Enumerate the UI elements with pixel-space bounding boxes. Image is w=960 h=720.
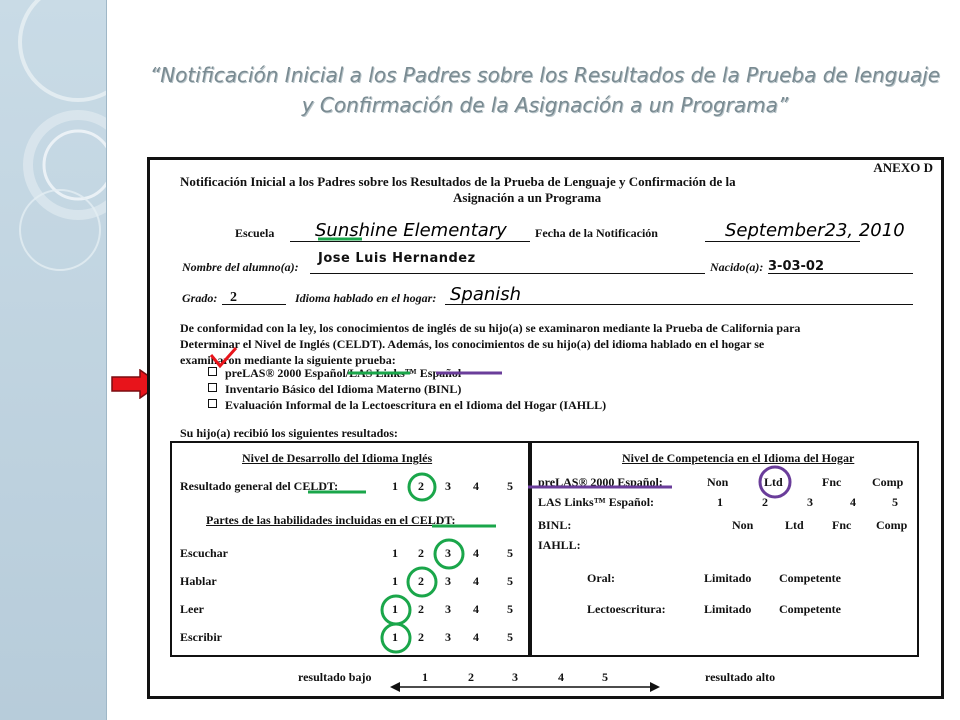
form-heading-line-1: Notificación Inicial a los Padres sobre los Resultados de la Prueba de Lenguaje y Confirmación de la: [180, 174, 736, 189]
skill-score-3: 3: [445, 630, 451, 644]
bottom-scale-value-2: 2: [468, 670, 474, 684]
celdt-overall-score-2: 2: [418, 479, 424, 493]
notice-date-value: September23, 2010: [725, 220, 905, 241]
laslinks-label: LAS Links™ Español:: [538, 495, 655, 509]
bottom-scale-value-5: 5: [602, 670, 608, 684]
school-label: Escuela: [235, 226, 275, 240]
skill-score-5: 5: [507, 630, 513, 644]
prelas-level-comp: Comp: [872, 475, 904, 489]
binl-level-fnc: Fnc: [832, 518, 852, 532]
binl-level-comp: Comp: [876, 518, 908, 532]
skill-label-hablar: Hablar: [180, 574, 217, 588]
binl-label: BINL:: [538, 518, 572, 532]
test-option-1: preLAS® 2000 Español/LAS Links™ Español: [208, 365, 461, 381]
grade-value: 2: [230, 290, 237, 305]
born-value: 3-03-02: [768, 259, 825, 274]
intro-paragraph: [180, 320, 930, 368]
home-language-label: Idioma hablado en el hogar:: [295, 291, 437, 305]
laslinks-score-1: 1: [717, 495, 723, 509]
checkbox-icon: [208, 399, 217, 408]
student-name-value: Jose Luis Hernandez: [318, 251, 476, 266]
slide-title-line-2: y Confirmación de la Asignación a un Programa”: [301, 93, 789, 117]
skill-score-1: 1: [392, 630, 398, 644]
annex-label: ANEXO D: [873, 160, 933, 175]
bottom-scale-value-1: 1: [422, 670, 428, 684]
literacy-option-limitado: Limitado: [704, 602, 752, 616]
decorative-circles: [0, 0, 106, 720]
high-result-label: resultado alto: [705, 670, 776, 684]
skill-score-3: 3: [445, 574, 451, 588]
binl-level-non: Non: [732, 518, 754, 532]
skill-score-4: 4: [473, 630, 479, 644]
celdt-overall-score-3: 3: [445, 479, 451, 493]
prelas-level-ltd: Ltd: [764, 475, 783, 489]
prelas-level-fnc: Fnc: [822, 475, 842, 489]
slide-title-line-1: “Notificación Inicial a los Padres sobre los Resultados de la Prueba de lenguaje: [149, 63, 941, 87]
intro-paragraph-line-3: examinaron mediante la siguiente prueba:: [180, 353, 396, 367]
literacy-label: Lectoescritura:: [587, 602, 666, 616]
oral-label: Oral:: [587, 571, 615, 585]
skill-score-3: 3: [445, 546, 451, 560]
skill-score-5: 5: [507, 546, 513, 560]
literacy-option-competente: Competente: [779, 602, 841, 616]
slide-title: [130, 60, 960, 120]
notice-date-label: Fecha de la Notificación: [535, 226, 658, 240]
oral-option-competente: Competente: [779, 571, 841, 585]
form-heading-line-2: Asignación a un Programa: [453, 190, 602, 205]
skill-score-2: 2: [418, 602, 424, 616]
laslinks-score-5: 5: [892, 495, 898, 509]
student-label: Nombre del alumno(a):: [182, 260, 299, 274]
test-option-3: Evaluación Informal de la Lectoescritura en el Idioma del Hogar (IAHLL): [208, 397, 606, 413]
skill-score-3: 3: [445, 602, 451, 616]
english-results-panel: [170, 441, 530, 657]
oral-option-limitado: Limitado: [704, 571, 752, 585]
skill-label-leer: Leer: [180, 602, 204, 616]
intro-paragraph-line-1: De conformidad con la ley, los conocimientos de inglés de su hijo(a) se examinaron mediante la Prueba de California para: [180, 321, 801, 335]
test-option-2: Inventario Básico del Idioma Materno (BINL): [208, 381, 461, 397]
prelas-level-non: Non: [707, 475, 729, 489]
skill-score-5: 5: [507, 574, 513, 588]
intro-paragraph-line-2: Determinar el Nivel de Inglés (CELDT). Además, los conocimientos de su hijo(a) del idioma hablado en el hogar se: [180, 337, 765, 351]
double-arrow-icon: [390, 679, 660, 695]
home-language-results-panel: [530, 441, 919, 657]
scanned-form: [147, 157, 944, 699]
celdt-parts-header: Partes de las habilidades incluidas en el CELDT:: [206, 513, 456, 527]
checkbox-icon: [208, 383, 217, 392]
skill-score-2: 2: [418, 630, 424, 644]
slide-sidebar: [0, 0, 107, 720]
skill-score-4: 4: [473, 574, 479, 588]
skill-score-1: 1: [392, 602, 398, 616]
grade-label: Grado:: [182, 291, 218, 305]
born-label: Nacido(a):: [710, 260, 764, 274]
skill-score-1: 1: [392, 546, 398, 560]
home-panel-header: Nivel de Competencia en el Idioma del Hogar: [622, 451, 855, 465]
laslinks-score-2: 2: [762, 495, 768, 509]
home-language-value: Spanish: [450, 284, 522, 305]
celdt-overall-score-5: 5: [507, 479, 513, 493]
prelas-label: preLAS® 2000 Español:: [538, 475, 663, 489]
results-intro: Su hijo(a) recibió los siguientes resultados:: [180, 426, 398, 440]
bottom-scale-value-4: 4: [558, 670, 564, 684]
celdt-overall-score-1: 1: [392, 479, 398, 493]
skill-label-escuchar: Escuchar: [180, 546, 228, 560]
celdt-overall-score-4: 4: [473, 479, 479, 493]
skill-score-4: 4: [473, 602, 479, 616]
celdt-overall-label: Resultado general del CELDT:: [180, 479, 339, 493]
school-value: Sunshine Elementary: [315, 220, 507, 241]
skill-score-1: 1: [392, 574, 398, 588]
checkbox-icon: [208, 367, 217, 376]
low-result-label: resultado bajo: [298, 670, 372, 684]
iahll-label: IAHLL:: [538, 538, 581, 552]
bottom-scale-value-3: 3: [512, 670, 518, 684]
laslinks-score-3: 3: [807, 495, 813, 509]
binl-level-ltd: Ltd: [785, 518, 804, 532]
laslinks-score-4: 4: [850, 495, 856, 509]
skill-score-2: 2: [418, 546, 424, 560]
skill-score-4: 4: [473, 546, 479, 560]
skill-score-5: 5: [507, 602, 513, 616]
english-panel-header: Nivel de Desarrollo del Idioma Inglés: [242, 451, 433, 465]
skill-score-2: 2: [418, 574, 424, 588]
skill-label-escribir: Escribir: [180, 630, 222, 644]
